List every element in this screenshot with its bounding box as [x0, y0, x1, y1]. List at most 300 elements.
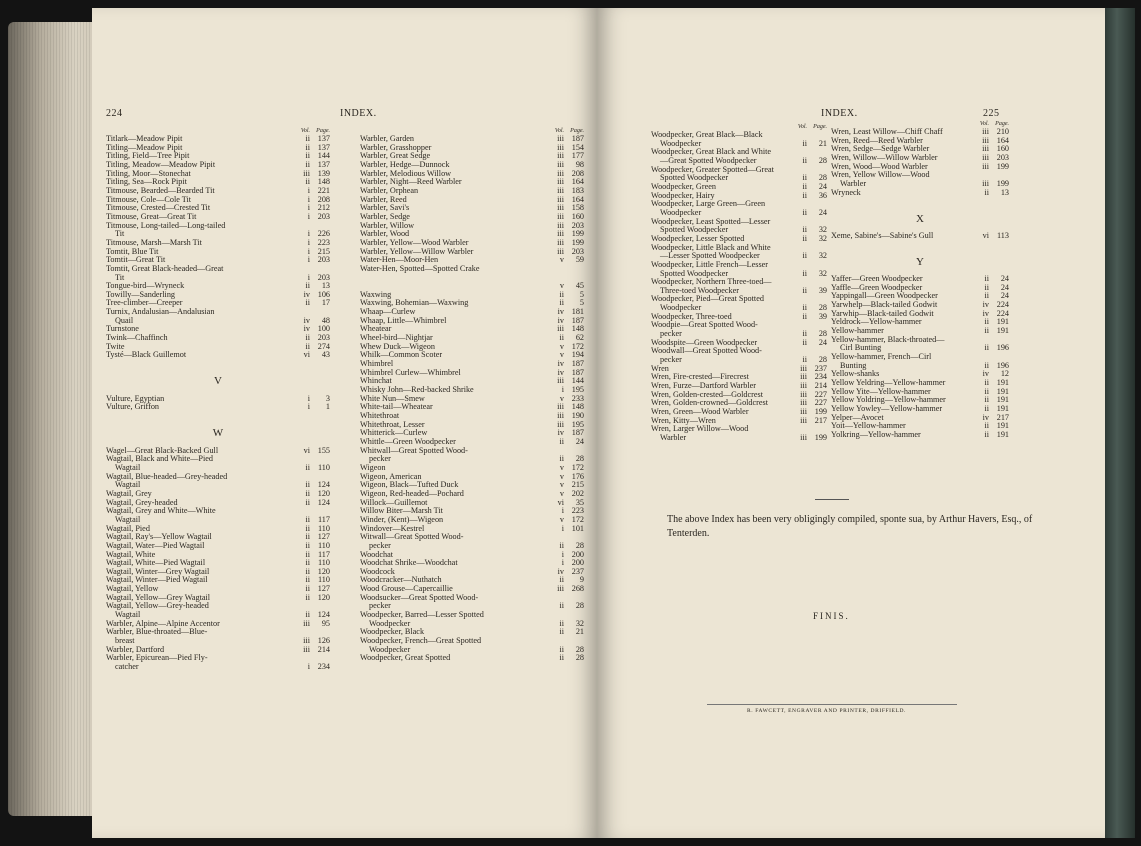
index-entry	[106, 559, 330, 568]
entry-page: 28	[818, 330, 827, 339]
entry-page: 117	[318, 515, 330, 524]
entry-page: 200	[571, 550, 584, 559]
index-column-2	[831, 121, 1009, 440]
entry-volume: iii	[557, 221, 564, 230]
entry-page: 117	[318, 550, 330, 559]
entry-text: Woodpecker, Pied—Great Spotted	[651, 295, 764, 304]
entry-page: 24	[1000, 283, 1009, 292]
entry-text	[831, 241, 975, 250]
entry-text: Three-toed Woodpecker	[660, 286, 739, 295]
entry-page: 227	[814, 390, 827, 399]
entry-volume: ii	[559, 602, 564, 611]
entry-text: pecker	[369, 455, 391, 464]
entry-text	[106, 369, 296, 378]
entry-text: Wagtail	[115, 611, 141, 620]
index-entry	[106, 170, 330, 179]
index-entry	[651, 261, 827, 270]
entry-page	[310, 438, 330, 447]
entry-page: 191	[996, 422, 1009, 431]
index-entry	[651, 252, 827, 261]
entry-page: 100	[317, 325, 330, 334]
entry-page: 208	[317, 195, 330, 204]
index-entry	[651, 313, 827, 322]
column-header: Vol. Page.	[797, 124, 827, 130]
entry-text: Cirl Bunting	[840, 344, 882, 353]
index-entry	[106, 161, 330, 170]
index-entry	[651, 356, 827, 365]
entry-volume: ii	[305, 143, 310, 152]
entry-text	[106, 360, 296, 369]
entry-volume: ii	[305, 541, 310, 550]
entry-volume	[296, 455, 310, 464]
entry-page: 191	[996, 327, 1009, 336]
entry-volume: ii	[305, 576, 310, 585]
entry-page	[989, 197, 1009, 206]
index-entry	[831, 362, 1009, 371]
index-entry	[651, 226, 827, 235]
entry-text: Tongue-bird—Wryneck	[106, 282, 185, 291]
section-letter: Y	[916, 255, 924, 268]
entry-page: 28	[818, 304, 827, 313]
entry-page: 28	[575, 654, 584, 663]
index-entry	[831, 405, 1009, 414]
index-entry	[651, 235, 827, 244]
page-number: 225	[983, 108, 1000, 119]
entry-page: 224	[996, 301, 1009, 310]
entry-page	[310, 308, 330, 317]
entry-text: Warbler, Orphean	[360, 186, 419, 195]
column-header: Vol. Page.	[300, 128, 330, 134]
entry-text: Woodchat	[360, 550, 393, 559]
entry-volume: ii	[305, 178, 310, 187]
entry-text: Wren, Furze—Dartford Warbler	[651, 382, 757, 391]
entry-volume	[793, 278, 807, 287]
divider	[707, 704, 957, 705]
entry-text: Wren, Yellow Willow—Wood	[831, 171, 930, 180]
entry-page	[310, 628, 330, 637]
index-entry	[831, 414, 1009, 423]
entry-text: Wagtail, Winter—Grey Wagtail	[106, 567, 210, 576]
entry-page: 9	[579, 576, 584, 585]
index-entry	[360, 299, 584, 308]
entry-page: 39	[818, 312, 827, 321]
index-entry	[360, 256, 584, 265]
entry-text: —Great Spotted Woodpecker	[660, 156, 757, 165]
index-entry	[360, 533, 584, 542]
page-number: 224	[106, 108, 123, 119]
entry-page: 95	[321, 619, 330, 628]
entry-volume: ii	[984, 361, 989, 370]
index-entry	[360, 490, 584, 499]
entry-page: 28	[818, 156, 827, 165]
entry-page: 183	[571, 186, 584, 195]
entry-text: Quail	[115, 316, 134, 325]
entry-volume: vi	[982, 231, 989, 240]
entry-text: Wood Grouse—Capercaillie	[360, 585, 453, 594]
index-entry	[106, 646, 330, 655]
entry-page: 203	[317, 212, 330, 221]
entry-text	[831, 267, 975, 276]
compiler-note: The above Index has been very obligingly compiled, sponte sua, by Arthur Havers, Esq., of Tenterden.	[667, 514, 1033, 539]
index-entry	[360, 334, 584, 343]
entry-page: 28	[575, 455, 584, 464]
entry-text: Wagtail, Blue-headed—Grey-headed	[106, 472, 228, 481]
entry-page: 148	[571, 325, 584, 334]
index-entry	[106, 196, 330, 205]
entry-page: 227	[814, 399, 827, 408]
entry-volume: ii	[802, 191, 807, 200]
entry-page: 196	[996, 344, 1009, 353]
index-entry	[831, 171, 1009, 180]
entry-volume	[793, 166, 807, 175]
entry-volume: iii	[557, 143, 564, 152]
entry-page: 181	[571, 308, 584, 317]
entry-volume: ii	[305, 481, 310, 490]
entry-page: 144	[317, 152, 330, 161]
entry-volume	[550, 637, 564, 646]
entry-volume	[296, 421, 310, 430]
entry-text: Wheatear	[360, 325, 392, 334]
entry-page: 137	[317, 160, 330, 169]
entry-text	[831, 197, 975, 206]
printer-imprint: R. FAWCETT, ENGRAVER AND PRINTER, DRIFFIELD.	[747, 708, 907, 714]
entry-page: 120	[317, 567, 330, 576]
entry-page	[564, 533, 584, 542]
entry-text: Tit	[115, 273, 125, 282]
entry-text: Titmouse, Great—Great Tit	[106, 212, 197, 221]
entry-page: 13	[1000, 188, 1009, 197]
entry-volume	[550, 611, 564, 620]
entry-text: Yarwhip—Black-tailed Godwit	[831, 309, 934, 318]
entry-volume: iii	[557, 152, 564, 161]
entry-volume: ii	[559, 299, 564, 308]
index-entry	[831, 275, 1009, 284]
index-entry	[106, 611, 330, 620]
entry-volume	[296, 654, 310, 663]
section-letter: V	[214, 375, 222, 388]
index-entry	[360, 516, 584, 525]
entry-text: Wren, Sedge—Sedge Warbler	[831, 145, 930, 154]
entry-text: Windover—Kestrel	[360, 524, 425, 533]
entry-volume: iv	[303, 316, 310, 325]
index-entry	[651, 399, 827, 408]
entry-text: Whitterick—Curlew	[360, 429, 428, 438]
entry-page: 187	[571, 429, 584, 438]
entry-volume	[296, 308, 310, 317]
entry-volume	[793, 218, 807, 227]
entry-volume: i	[307, 403, 310, 412]
index-entry	[831, 431, 1009, 440]
entry-volume: ii	[559, 541, 564, 550]
entry-text: Yeldrock—Yellow-hammer	[831, 318, 922, 327]
entry-page	[807, 200, 827, 209]
index-entry	[360, 602, 584, 611]
entry-text: Willow Biter—Marsh Tit	[360, 507, 443, 516]
index-entry	[360, 144, 584, 153]
entry-volume: i	[307, 247, 310, 256]
entry-page: 106	[317, 290, 330, 299]
entry-text: Yoit—Yellow-hammer	[831, 422, 906, 431]
entry-volume: ii	[802, 208, 807, 217]
entry-volume: iv	[557, 360, 564, 369]
entry-text: Whittle—Green Woodpecker	[360, 437, 456, 446]
entry-volume: ii	[305, 334, 310, 343]
entry-page: 110	[318, 559, 330, 568]
entry-text: Whitethroat	[360, 412, 400, 420]
index-entry	[106, 525, 330, 534]
index-entry	[360, 611, 584, 620]
entry-volume: iii	[800, 433, 807, 442]
entry-volume	[550, 447, 564, 456]
entry-page: 199	[571, 230, 584, 239]
entry-volume: iii	[557, 186, 564, 195]
entry-volume: i	[307, 256, 310, 265]
entry-page	[807, 218, 827, 227]
entry-text: Wren, Golden-crested—Goldcrest	[651, 390, 763, 399]
entry-text: Whew Duck—Wigeon	[360, 342, 435, 351]
entry-text: Whilk—Common Scoter	[360, 351, 443, 360]
entry-volume: i	[307, 195, 310, 204]
entry-page: 234	[317, 663, 330, 672]
entry-page: 195	[571, 420, 584, 429]
entry-volume: ii	[984, 318, 989, 327]
entry-page	[989, 171, 1009, 180]
entry-volume: ii	[984, 396, 989, 405]
entry-text: Woodpie—Great Spotted Wood-	[651, 321, 758, 330]
entry-volume: iii	[557, 247, 564, 256]
entry-text: Woodpecker, Northern Three-toed—	[651, 278, 772, 287]
entry-volume: v	[559, 481, 564, 490]
entry-volume: i	[561, 507, 564, 516]
entry-volume: i	[561, 386, 564, 395]
index-entry	[651, 391, 827, 400]
index-entry	[651, 192, 827, 201]
entry-volume: ii	[559, 455, 564, 464]
entry-volume: iii	[557, 169, 564, 178]
entry-text: Wren, Least Willow—Chiff Chaff	[831, 128, 943, 136]
entry-text: Yellow-shanks	[831, 370, 880, 379]
index-entry	[360, 551, 584, 560]
entry-page: 24	[1000, 275, 1009, 284]
entry-volume: iii	[557, 135, 564, 143]
entry-page: 144	[571, 377, 584, 386]
entry-page	[564, 447, 584, 456]
entry-volume: iii	[557, 204, 564, 213]
entry-page: 217	[814, 416, 827, 425]
entry-volume	[296, 360, 310, 369]
entry-volume: ii	[305, 611, 310, 620]
entry-text: Whaap—Curlew	[360, 308, 416, 317]
index-entry	[360, 473, 584, 482]
index-entry	[360, 265, 584, 274]
running-header: INDEX.	[821, 108, 858, 119]
column-header: Vol. Page.	[554, 128, 584, 134]
index-entry	[651, 183, 827, 192]
index-entry	[360, 421, 584, 430]
entry-text: Woodpecker, Great Spotted	[360, 654, 451, 663]
index-entry	[106, 239, 330, 248]
index-entry	[360, 481, 584, 490]
entry-page: 28	[818, 174, 827, 183]
index-entry	[360, 585, 584, 594]
entry-page	[807, 261, 827, 270]
entry-page: 110	[318, 524, 330, 533]
entry-text	[360, 274, 550, 283]
entry-text: Wren, Kitty—Wren	[651, 416, 716, 425]
entry-text: Tomtit, Great Black-headed—Great	[106, 264, 224, 273]
index-entry	[831, 163, 1009, 172]
entry-page	[564, 265, 584, 274]
entry-volume: iv	[557, 368, 564, 377]
entry-volume: ii	[802, 182, 807, 191]
entry-text: Whinchat	[360, 377, 392, 386]
entry-text: Wigeon	[360, 463, 386, 472]
entry-text: Witwall—Great Spotted Wood-	[360, 533, 464, 542]
entry-volume: ii	[802, 330, 807, 339]
index-entry	[831, 353, 1009, 362]
index-entry	[360, 429, 584, 438]
index-entry	[831, 241, 1009, 250]
entry-volume: ii	[559, 576, 564, 585]
entry-volume: ii	[305, 498, 310, 507]
index-entry	[831, 137, 1009, 146]
entry-volume	[550, 594, 564, 603]
entry-page	[989, 249, 1009, 258]
entry-text: Warbler, Night—Reed Warbler	[360, 178, 462, 187]
entry-volume: i	[561, 559, 564, 568]
entry-text: catcher	[115, 663, 139, 672]
entry-page: 32	[818, 252, 827, 261]
entry-text: Warbler, Yellow—Wood Warbler	[360, 238, 469, 247]
entry-text: Water-Hen, Spotted—Spotted Crake	[360, 264, 480, 273]
entry-volume: v	[559, 472, 564, 481]
entry-volume	[296, 222, 310, 231]
entry-page	[989, 336, 1009, 345]
entry-volume: ii	[802, 156, 807, 165]
entry-page: 36	[818, 191, 827, 200]
entry-text: Wagtail	[115, 515, 141, 524]
entry-text: Yarwhelp—Black-tailed Godwit	[831, 301, 938, 310]
entry-page: 98	[575, 160, 584, 169]
index-entry	[360, 343, 584, 352]
entry-text: Yellow-hammer, French—Cirl	[831, 353, 932, 362]
entry-page	[564, 611, 584, 620]
entry-text: Warbler	[660, 433, 687, 442]
entry-page: 13	[321, 282, 330, 291]
entry-text: Warbler, Blue-throated—Blue-	[106, 628, 208, 637]
entry-text: Whimbrel	[360, 360, 394, 369]
entry-page	[310, 222, 330, 231]
entry-text: White Nun—Smew	[360, 394, 425, 403]
index-entry	[106, 230, 330, 239]
entry-volume: iv	[982, 301, 989, 310]
entry-volume: i	[307, 212, 310, 221]
index-entry	[106, 663, 330, 672]
entry-page: 237	[571, 567, 584, 576]
entry-text: Warbler, Sedge	[360, 212, 410, 221]
entry-text: pecker	[660, 356, 682, 365]
entry-text: Wagtail, Water—Pied Wagtail	[106, 541, 205, 550]
entry-volume: iii	[303, 169, 310, 178]
index-entry	[651, 157, 827, 166]
entry-page: 203	[571, 247, 584, 256]
entry-volume: ii	[802, 269, 807, 278]
index-entry	[651, 304, 827, 313]
entry-text: Woodspite—Green Woodpecker	[651, 338, 758, 347]
entry-text	[831, 223, 975, 232]
entry-page: 139	[317, 169, 330, 178]
entry-text: Warbler, Melodious Willow	[360, 169, 452, 178]
entry-page: 203	[996, 153, 1009, 162]
entry-page: 214	[317, 645, 330, 654]
index-entry	[360, 282, 584, 291]
index-entry	[831, 180, 1009, 189]
entry-page: 24	[575, 437, 584, 446]
entry-volume: ii	[984, 283, 989, 292]
entry-volume: iii	[800, 408, 807, 416]
index-entry	[651, 140, 827, 149]
entry-volume: iii	[557, 325, 564, 334]
entry-volume: iii	[557, 178, 564, 187]
index-entry	[106, 386, 330, 395]
entry-page: 172	[571, 515, 584, 524]
index-entry	[831, 327, 1009, 336]
index-entry	[360, 213, 584, 222]
entry-page: 32	[818, 226, 827, 235]
entry-volume	[793, 347, 807, 356]
entry-volume	[550, 265, 564, 274]
index-entry	[106, 187, 330, 196]
entry-volume: ii	[305, 515, 310, 524]
entry-text: Wagtail, Yellow	[106, 585, 159, 594]
index-entry	[106, 438, 330, 447]
entry-text: Xeme, Sabine's—Sabine's Gull	[831, 231, 934, 240]
entry-volume: ii	[984, 379, 989, 388]
entry-text: Whimbrel Curlew—Whimbrel	[360, 368, 461, 377]
entry-text: Warbler, Yellow—Willow Warbler	[360, 247, 474, 256]
entry-text: Woodpecker, Great Black and White	[651, 148, 772, 157]
index-entry	[360, 325, 584, 334]
entry-volume: ii	[305, 567, 310, 576]
entry-text: Warbler, Willow	[360, 221, 415, 230]
entry-text: Warbler	[840, 179, 867, 188]
entry-text: Bunting	[840, 361, 867, 370]
entry-page	[807, 131, 827, 140]
entry-page: 32	[575, 619, 584, 628]
entry-text: Whisky John—Red-backed Shrike	[360, 386, 474, 395]
entry-volume: i	[307, 273, 310, 282]
index-entry	[360, 274, 584, 283]
index-entry	[106, 144, 330, 153]
entry-page: 110	[318, 541, 330, 550]
entry-text: Water-Hen—Moor-Hen	[360, 256, 439, 265]
entry-volume: v	[559, 351, 564, 360]
entry-page: 199	[996, 162, 1009, 171]
entry-page: 24	[1000, 292, 1009, 301]
entry-volume: ii	[984, 327, 989, 336]
entry-volume: iii	[800, 364, 807, 373]
entry-page	[807, 321, 827, 330]
entry-volume: iii	[982, 136, 989, 145]
index-entry	[106, 542, 330, 551]
entry-text: Wren, Larger Willow—Wood	[651, 425, 749, 434]
entry-volume: vi	[557, 498, 564, 507]
entry-volume	[793, 321, 807, 330]
entry-volume: iii	[982, 145, 989, 154]
entry-text: Woodcracker—Nuthatch	[360, 576, 442, 585]
entry-page: 237	[814, 364, 827, 373]
entry-text: Willock—Guillemot	[360, 498, 428, 507]
